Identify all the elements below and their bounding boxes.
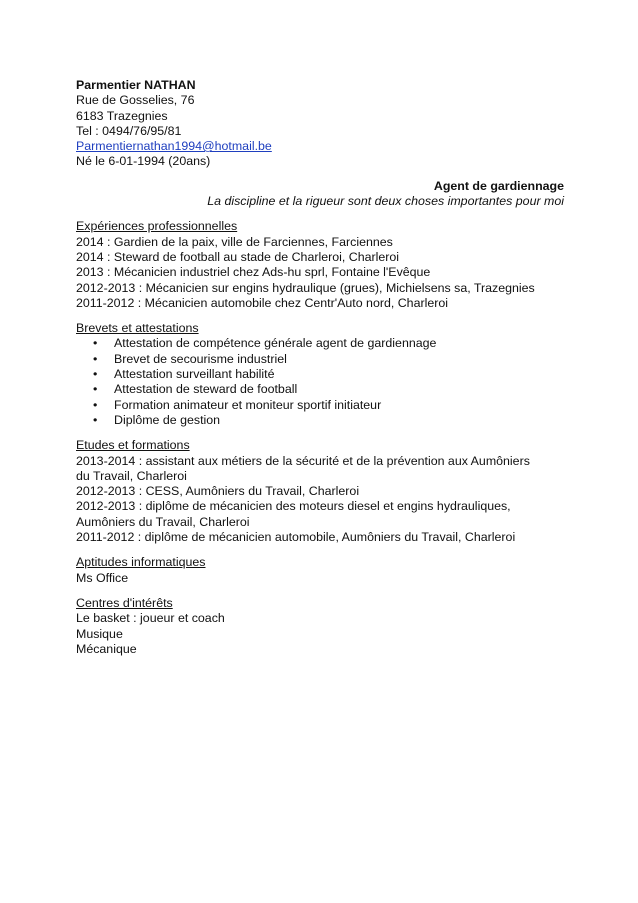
experience-section <box>76 219 564 311</box>
bullet-icon: • <box>93 397 98 412</box>
education-line: 2011-2012 : diplôme de mécanicien automobile, Aumôniers du Travail, Charleroi <box>76 530 516 545</box>
list-item: • Diplôme de gestion <box>93 412 221 427</box>
bullet-icon: • <box>93 412 98 427</box>
it-skills-heading: Aptitudes informatiques <box>76 555 206 570</box>
education-line: du Travail, Charleroi <box>76 468 187 483</box>
list-item: • Formation animateur et moniteur sportif initiateur <box>93 397 382 412</box>
interest-item: Mécanique <box>76 641 137 656</box>
interests-section <box>76 596 564 657</box>
bullet-icon: • <box>93 382 98 397</box>
it-skills-section <box>76 555 564 586</box>
cv-document <box>76 78 564 657</box>
bullet-icon: • <box>93 367 98 382</box>
education-line: 2012-2013 : diplôme de mécanicien des moteurs diesel et engins hydrauliques, <box>76 499 511 514</box>
experience-item: 2011-2012 : Mécanicien automobile chez Centr'Auto nord, Charleroi <box>76 295 449 310</box>
job-title: Agent de gardiennage <box>433 178 564 193</box>
list-item: • Attestation de compétence générale agent de gardiennage <box>93 336 437 351</box>
education-line: Aumôniers du Travail, Charleroi <box>76 514 250 529</box>
interest-item: Musique <box>76 626 123 641</box>
education-line: 2012-2013 : CESS, Aumôniers du Travail, Charleroi <box>76 484 360 499</box>
address-street: Rue de Gosselies, 76 <box>76 93 195 108</box>
education-section <box>76 438 564 545</box>
experience-heading: Expériences professionnelles <box>76 219 238 234</box>
education-line: 2013-2014 : assistant aux métiers de la sécurité et de la prévention aux Aumôniers <box>76 453 530 468</box>
it-skill-item: Ms Office <box>76 570 129 585</box>
candidate-name: Parmentier NATHAN <box>76 78 196 92</box>
list-item: • Attestation surveillant habilité <box>93 367 275 382</box>
bullet-icon: • <box>93 336 98 351</box>
email-link[interactable]: Parmentiernathan1994@hotmail.be <box>76 139 272 154</box>
motto: La discipline et la rigueur sont deux choses importantes pour moi <box>207 194 564 209</box>
list-item: • Attestation de steward de football <box>93 382 298 397</box>
education-heading: Etudes et formations <box>76 438 190 453</box>
interests-heading: Centres d'intérêts <box>76 595 173 610</box>
experience-item: 2013 : Mécanicien industriel chez Ads-hu sprl, Fontaine l'Evêque <box>76 265 431 280</box>
certificates-section <box>76 321 564 428</box>
experience-item: 2012-2013 : Mécanicien sur engins hydraulique (grues), Michielsens sa, Trazegnies <box>76 280 535 295</box>
contact-block <box>76 78 564 170</box>
phone-number: Tel : 0494/76/95/81 <box>76 123 182 138</box>
list-item: • Brevet de secourisme industriel <box>93 351 287 366</box>
certificates-list <box>76 336 564 428</box>
experience-item: 2014 : Steward de football au stade de Charleroi, Charleroi <box>76 249 400 264</box>
experience-item: 2014 : Gardien de la paix, ville de Farciennes, Farciennes <box>76 234 393 249</box>
bullet-icon: • <box>93 351 98 366</box>
interest-item: Le basket : joueur et coach <box>76 611 225 626</box>
certificates-heading: Brevets et attestations <box>76 321 199 336</box>
birth-date: Né le 6-01-1994 (20ans) <box>76 154 211 169</box>
objective-block <box>76 179 564 210</box>
address-city: 6183 Trazegnies <box>76 108 168 123</box>
